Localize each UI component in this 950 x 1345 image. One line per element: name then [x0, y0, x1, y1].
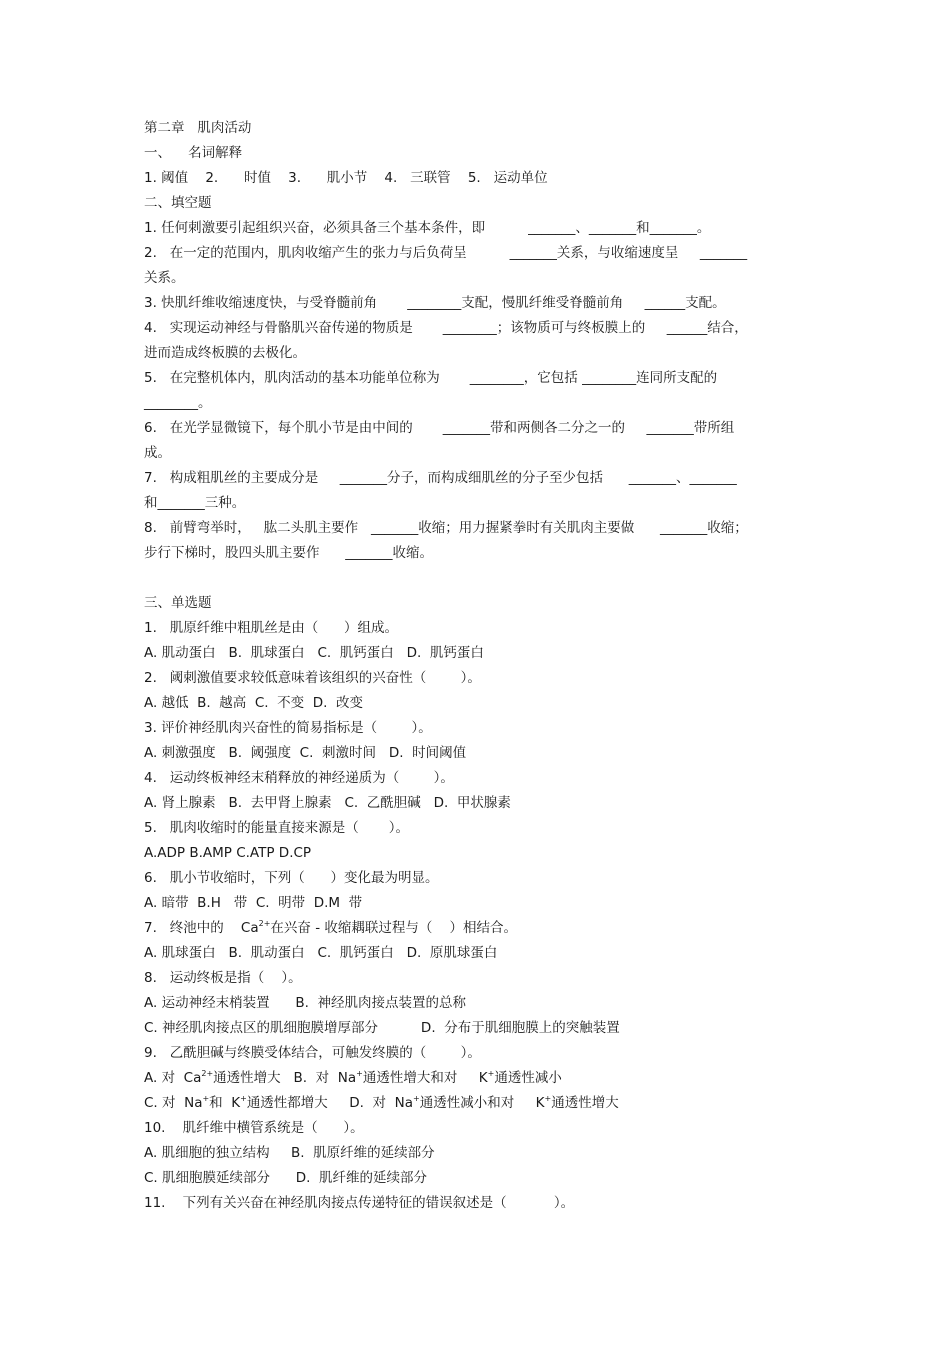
- fill-blank-line: 4. 实现运动神经与骨骼肌兴奋传递的物质是 ________；该物质可与终板膜上的 ______结合，: [144, 320, 748, 336]
- fill-blank-line: 6. 在光学显微镜下，每个肌小节是由中间的 _______带和两侧各二分之一的 _______带所组: [144, 420, 735, 436]
- option-text: 通透性增大: [551, 1095, 619, 1111]
- fill-blank-line: 7. 构成粗肌丝的主要成分是 _______分子，而构成细肌丝的分子至少包括 _______、_______: [144, 470, 737, 486]
- option-line: A. 暗带 B.H 带 C. 明带 D.M 带: [144, 895, 363, 911]
- fill-blank-line: ________。: [144, 395, 212, 411]
- superscript: +: [413, 1094, 420, 1103]
- superscript: 2+: [201, 1069, 214, 1078]
- question-line: 4. 运动终板神经末稍释放的神经递质为（ ）。: [144, 770, 454, 786]
- option-line-q9-cd: [144, 1094, 824, 1112]
- superscript: +: [240, 1094, 247, 1103]
- question-line: 10. 肌纤维中横管系统是（ ）。: [144, 1120, 364, 1136]
- option-line: A. 肾上腺素 B. 去甲肾上腺素 C. 乙酰胆碱 D. 甲状腺素: [144, 795, 511, 811]
- option-text: 通透性增大和对 K: [362, 1070, 488, 1086]
- q7-superscript: 2+: [258, 919, 271, 928]
- option-text: A. 对 Ca: [144, 1070, 202, 1086]
- option-line: A. 肌球蛋白 B. 肌动蛋白 C. 肌钙蛋白 D. 原肌球蛋白: [144, 945, 498, 961]
- option-line-q9-ab: [144, 1069, 824, 1087]
- question-line: 3. 评价神经肌肉兴奋性的简易指标是（ ）。: [144, 720, 432, 736]
- option-line: C. 肌细胞膜延续部分 D. 肌纤维的延续部分: [144, 1170, 428, 1186]
- option-text: 通透性减小: [494, 1070, 562, 1086]
- question-line: 9. 乙酰胆碱与终膜受体结合，可触发终膜的（ ）。: [144, 1045, 481, 1061]
- superscript: +: [487, 1069, 495, 1078]
- question-line: 1. 肌原纤维中粗肌丝是由（ ）组成。: [144, 620, 399, 636]
- fill-blank-line: 进而造成终板膜的去极化。: [144, 345, 306, 361]
- fill-blank-line: 5. 在完整机体内，肌肉活动的基本功能单位称为 ________，它包括 ________连同所支配的: [144, 370, 718, 386]
- question-line: 11. 下列有关兴奋在神经肌肉接点传递特征的错误叙述是（ ）。: [144, 1195, 575, 1211]
- q7-text: 在兴奋 - 收缩耦联过程与（ ）相结合。: [270, 920, 518, 936]
- section-heading-terms: 一、 名词解释: [144, 145, 243, 161]
- option-line: C. 神经肌肉接点区的肌细胞膜增厚部分 D. 分布于肌细胞膜上的突触装置: [144, 1020, 620, 1036]
- option-text: 通透性减小和对 K: [419, 1095, 545, 1111]
- option-line: A. 越低 B. 越高 C. 不变 D. 改变: [144, 695, 364, 711]
- fill-blank-line: 2. 在一定的范围内，肌肉收缩产生的张力与后负荷呈 _______关系，与收缩速度呈 _______: [144, 245, 748, 261]
- fill-blank-line: 关系。: [144, 270, 185, 286]
- fill-blank-line: 1. 任何刺激要引起组织兴奋，必须具备三个基本条件，即 _______、_______和_______。: [144, 220, 711, 236]
- fill-blank-line: 和_______三种。: [144, 495, 246, 511]
- terms-list: 1. 阈值 2. 时值 3. 肌小节 4. 三联管 5. 运动单位: [144, 170, 548, 186]
- question-line: 5. 肌肉收缩时的能量直接来源是（ ）。: [144, 820, 410, 836]
- section-heading-fill-blank: 二、填空题: [144, 195, 212, 211]
- chapter-title: 第二章 肌肉活动: [144, 120, 252, 136]
- question-line: 2. 阈刺激值要求较低意味着该组织的兴奋性（ ）。: [144, 670, 481, 686]
- fill-blank-line: 3. 快肌纤维收缩速度快，与受脊髓前角 ________支配，慢肌纤维受脊髓前角 ______支配。: [144, 295, 726, 311]
- fill-blank-line: 成。: [144, 445, 171, 461]
- superscript: +: [544, 1094, 552, 1103]
- q7-text: 7. 终池中的 Ca: [144, 920, 259, 936]
- superscript: +: [356, 1069, 363, 1078]
- option-text: 和 K: [209, 1095, 241, 1111]
- option-line: A.ADP B.AMP C.ATP D.CP: [144, 845, 312, 861]
- question-line-q7: [144, 919, 824, 937]
- section-heading-single-choice: 三、单选题: [144, 595, 212, 611]
- fill-blank-line: 步行下梯时，股四头肌主要作 _______收缩。: [144, 545, 433, 561]
- option-line: A. 运动神经末梢装置 B. 神经肌肉接点装置的总称: [144, 995, 466, 1011]
- option-text: C. 对 Na: [144, 1095, 203, 1111]
- option-line: A. 肌动蛋白 B. 肌球蛋白 C. 肌钙蛋白 D. 肌钙蛋白: [144, 645, 484, 661]
- option-line: A. 肌细胞的独立结构 B. 肌原纤维的延续部分: [144, 1145, 435, 1161]
- option-text: 通透性增大 B. 对 Na: [213, 1070, 357, 1086]
- question-line: 8. 运动终板是指（ ）。: [144, 970, 302, 986]
- question-line: 6. 肌小节收缩时，下列（ ）变化最为明显。: [144, 870, 439, 886]
- option-line: A. 刺激强度 B. 阈强度 C. 刺激时间 D. 时间阈值: [144, 745, 467, 761]
- superscript: +: [202, 1094, 210, 1103]
- option-text: 通透性都增大 D. 对 Na: [246, 1095, 413, 1111]
- fill-blank-line: 8. 前臂弯举时， 肱二头肌主要作 _______收缩；用力握紧拳时有关肌肉主要做 _______收缩；: [144, 520, 748, 536]
